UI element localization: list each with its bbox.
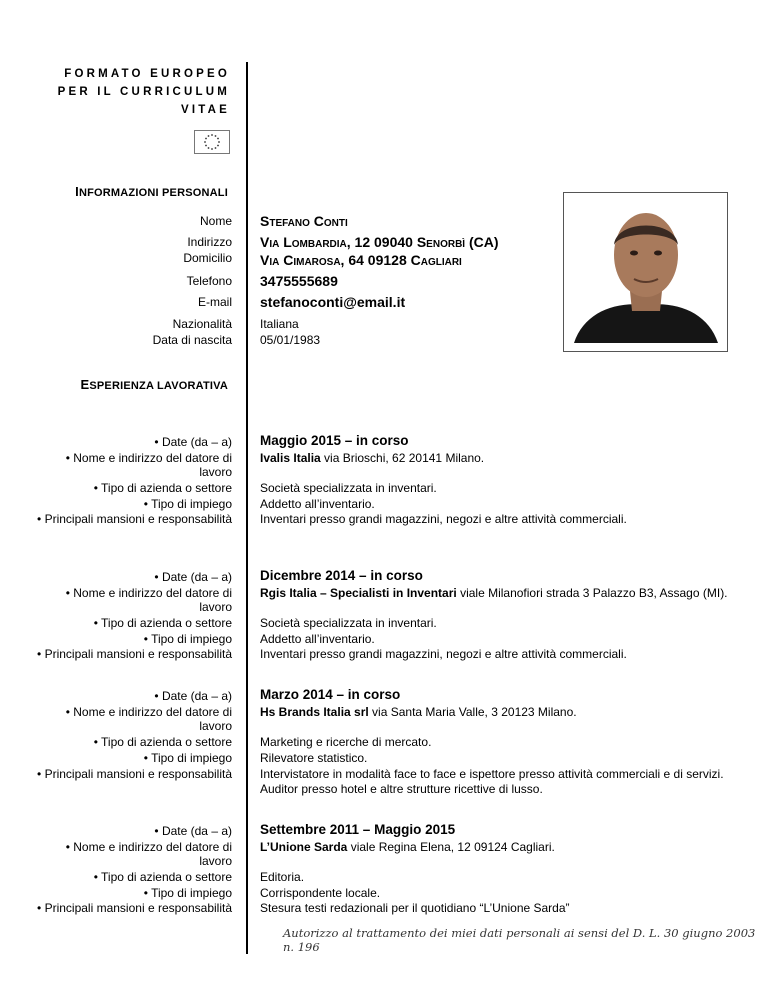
label-address: Indirizzo	[187, 235, 232, 249]
job3-label-date: • Date (da – a)	[154, 689, 232, 703]
job1-label-sector: • Tipo di azienda o settore	[93, 481, 232, 495]
job4-label-sector: • Tipo di azienda o settore	[93, 870, 232, 884]
job4-label-employer-cont: lavoro	[199, 854, 232, 868]
job2-label-role: • Tipo di impiego	[143, 632, 232, 646]
value-name: Stefano Conti	[260, 213, 348, 229]
privacy-consent-footer: Autorizzo al trattamento dei miei dati personali ai sensi del D. L. 30 giugno 2003 n. 196	[283, 926, 756, 954]
value-phone: 3475555689	[260, 273, 338, 289]
eu-flag-icon	[194, 130, 230, 154]
value-domicile: Via Cimarosa, 64 09128 Cagliari	[260, 252, 462, 268]
job2-role: Addetto all’inventario.	[260, 632, 375, 646]
job3-label-sector: • Tipo di azienda o settore	[93, 735, 232, 749]
label-nationality: Nazionalità	[172, 317, 232, 331]
job1-label-date: • Date (da – a)	[154, 435, 232, 449]
label-email: E-mail	[197, 295, 232, 309]
label-phone: Telefono	[186, 274, 232, 288]
job4-duties: Stesura testi redazionali per il quotidiano “L’Unione Sarda”	[260, 901, 570, 915]
job4-label-date: • Date (da – a)	[154, 824, 232, 838]
job1-sector: Società specializzata in inventari.	[260, 481, 437, 495]
job3-role: Rilevatore statistico.	[260, 751, 368, 765]
job1-duties: Inventari presso grandi magazzini, negozi e altre attività commerciali.	[260, 512, 627, 526]
job1-label-duties: • Principali mansioni e responsabilità	[37, 512, 232, 526]
job2-employer: Rgis Italia – Specialisti in Inventari viale Milanofiori strada 3 Palazzo B3, Assago (MI).	[260, 586, 728, 600]
job1-employer: Ivalis Italia via Brioschi, 62 20141 Milano.	[260, 451, 485, 465]
job3-label-duties: • Principali mansioni e responsabilità	[37, 767, 232, 781]
job2-label-date: • Date (da – a)	[154, 570, 232, 584]
job4-label-duties: • Principali mansioni e responsabilità	[37, 901, 232, 915]
job4-sector: Editoria.	[260, 870, 305, 884]
job1-date: Maggio 2015 – in corso	[260, 433, 409, 448]
divider-line	[246, 62, 248, 954]
cv-format-title-line2: PER IL CURRICULUM	[57, 86, 230, 98]
job3-sector: Marketing e ricerche di mercato.	[260, 735, 432, 749]
value-email: stefanoconti@email.it	[260, 294, 406, 310]
label-domicile: Domicilio	[183, 251, 232, 265]
value-birth-date: 05/01/1983	[260, 333, 321, 347]
job2-label-duties: • Principali mansioni e responsabilità	[37, 647, 232, 661]
job3-employer: Hs Brands Italia srl via Santa Maria Valle, 3 20123 Milano.	[260, 705, 577, 719]
job2-sector: Società specializzata in inventari.	[260, 616, 437, 630]
personal-info-heading: INFORMAZIONI PERSONALI	[75, 184, 228, 199]
label-birth-date: Data di nascita	[152, 333, 232, 347]
job2-label-employer-cont: lavoro	[199, 600, 232, 614]
job4-label-role: • Tipo di impiego	[143, 886, 232, 900]
job1-role: Addetto all’inventario.	[260, 497, 375, 511]
job3-duties-line2: Auditor presso hotel e altre strutture ricettive di lusso.	[260, 782, 543, 796]
job3-date: Marzo 2014 – in corso	[260, 687, 401, 702]
job1-label-role: • Tipo di impiego	[143, 497, 232, 511]
job2-label-employer: • Nome e indirizzo del datore di	[65, 586, 232, 600]
job4-role: Corrispondente locale.	[260, 886, 381, 900]
job3-label-employer-cont: lavoro	[199, 719, 232, 733]
job4-employer: L’Unione Sarda viale Regina Elena, 12 09124 Cagliari.	[260, 840, 555, 854]
job2-date: Dicembre 2014 – in corso	[260, 568, 423, 583]
profile-photo	[563, 192, 728, 352]
experience-heading: ESPERIENZA LAVORATIVA	[80, 377, 228, 392]
job4-label-employer: • Nome e indirizzo del datore di	[65, 840, 232, 854]
job4-date: Settembre 2011 – Maggio 2015	[260, 822, 456, 837]
value-address: Via Lombardia, 12 09040 Senorbì (CA)	[260, 234, 499, 250]
job1-label-employer-cont: lavoro	[199, 465, 232, 479]
job2-label-sector: • Tipo di azienda o settore	[93, 616, 232, 630]
cv-format-title-line3: VITAE	[180, 104, 230, 116]
job3-duties-line1: Intervistatore in modalità face to face e ispettore presso attività commerciali e di servizi.	[260, 767, 724, 781]
job2-duties: Inventari presso grandi magazzini, negozi e altre attività commerciali.	[260, 647, 627, 661]
cv-format-title-line1: FORMATO EUROPEO	[64, 68, 230, 80]
job1-label-employer: • Nome e indirizzo del datore di	[65, 451, 232, 465]
value-nationality: Italiana	[260, 317, 299, 331]
label-name: Nome	[199, 214, 232, 228]
job3-label-role: • Tipo di impiego	[143, 751, 232, 765]
job3-label-employer: • Nome e indirizzo del datore di	[65, 705, 232, 719]
